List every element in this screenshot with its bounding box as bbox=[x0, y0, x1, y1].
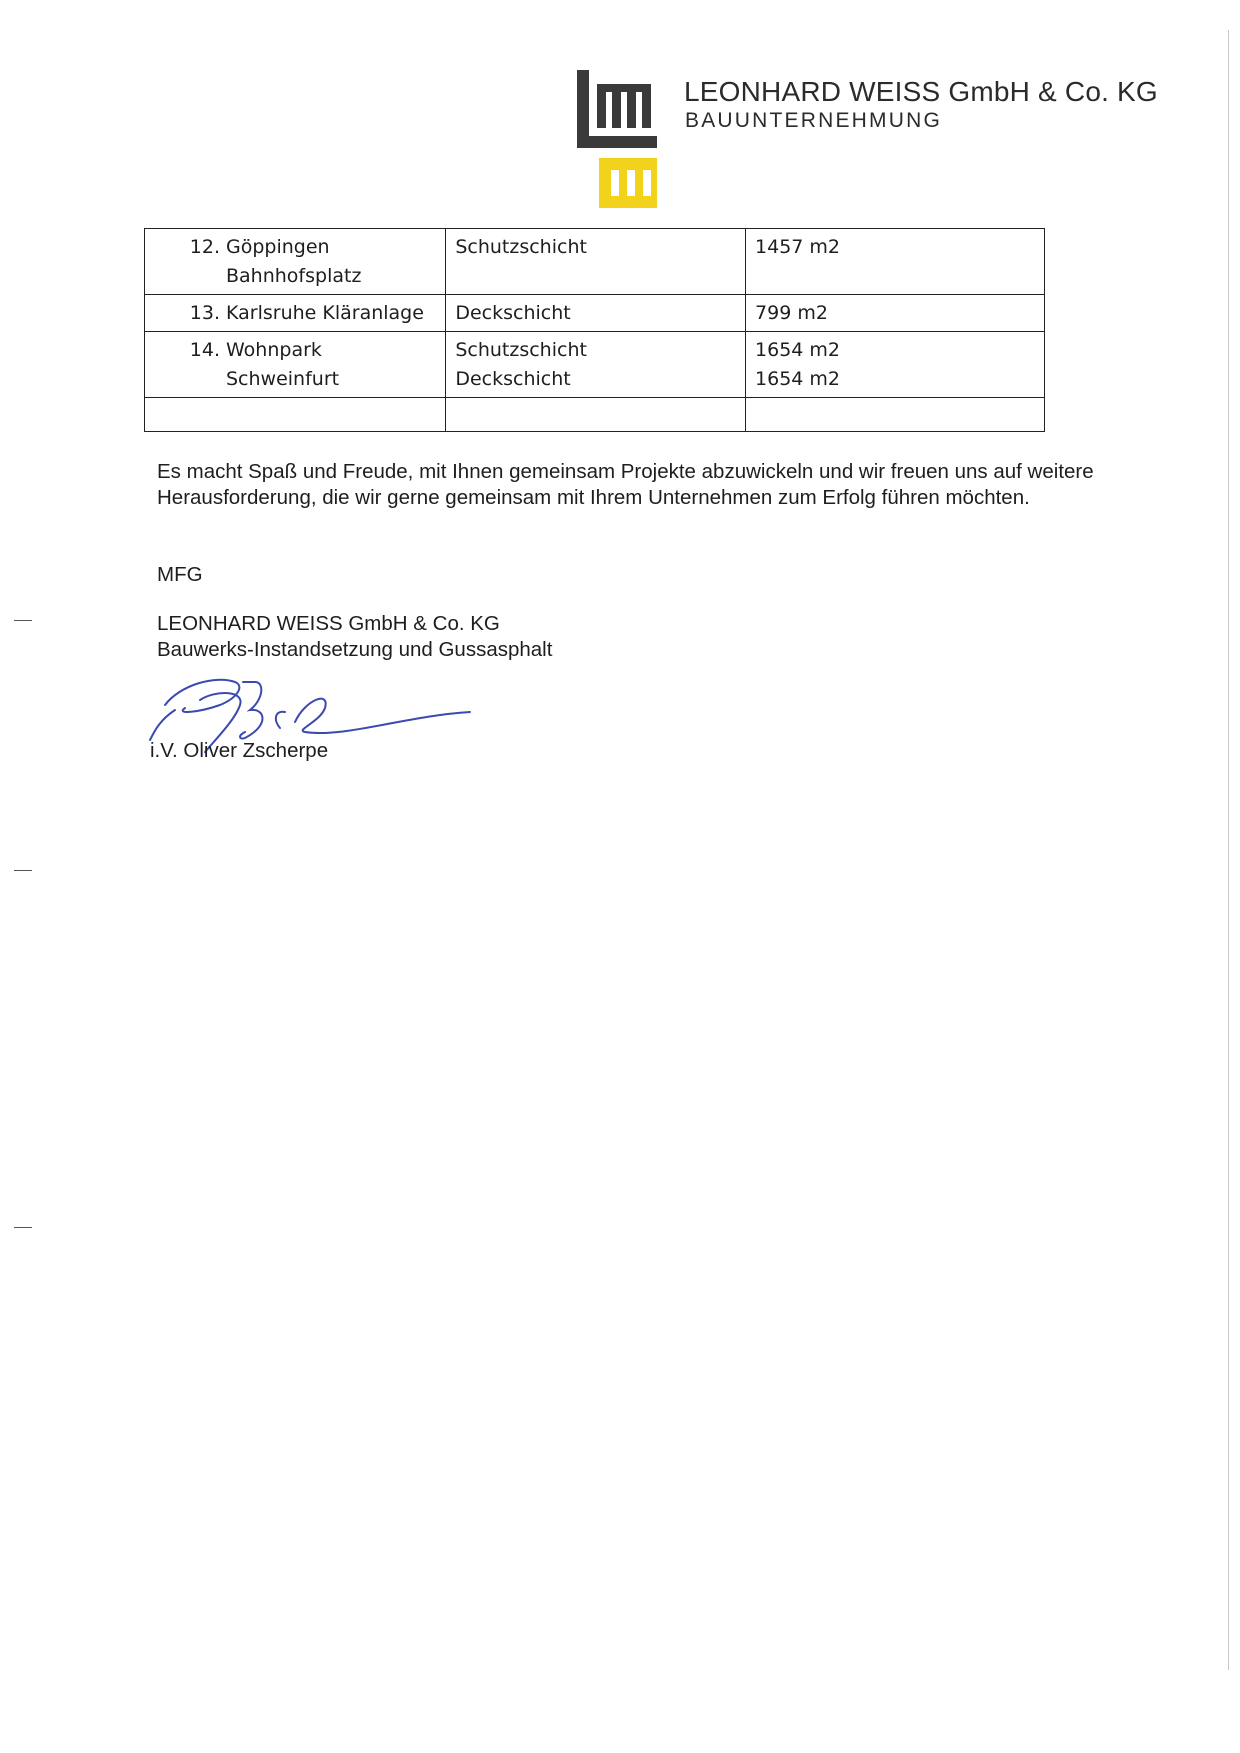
table-row bbox=[145, 229, 1045, 295]
fold-mark bbox=[14, 1227, 32, 1228]
fold-mark bbox=[14, 870, 32, 871]
area-cell bbox=[746, 332, 1045, 398]
area-value: 1654 m2 bbox=[755, 339, 841, 361]
table-row-empty bbox=[145, 398, 1045, 432]
signature-department: Bauwerks-Instandsetzung und Gussasphalt bbox=[157, 638, 553, 661]
area-value: 799 m2 bbox=[755, 302, 828, 324]
layer-name-2: Deckschicht bbox=[455, 368, 571, 390]
closing-paragraph: Es macht Spaß und Freude, mit Ihnen gemeinsam Projekte abzuwickeln und wir freuen uns auf weitere Herausforderung, die wir gerne gemeinsam mit Ihrem Unternehmen zum Erfolg führen möchten. bbox=[157, 460, 1094, 509]
table-row bbox=[145, 295, 1045, 332]
area-cell bbox=[746, 229, 1045, 295]
row-number: 12. bbox=[189, 236, 220, 258]
row-number: 14. bbox=[189, 339, 220, 361]
project-name: Wohnpark bbox=[226, 339, 322, 361]
area-value: 1457 m2 bbox=[755, 236, 841, 258]
greeting: MFG bbox=[157, 563, 203, 586]
projects-table bbox=[144, 228, 1045, 432]
company-logo-icon bbox=[577, 70, 657, 210]
layer-name: Schutzschicht bbox=[455, 339, 587, 361]
scan-edge bbox=[1228, 30, 1229, 1670]
layer-name: Schutzschicht bbox=[455, 236, 587, 258]
project-name-line2: Bahnhofsplatz bbox=[226, 265, 362, 287]
signature-name: i.V. Oliver Zscherpe bbox=[150, 739, 329, 762]
area-value-2: 1654 m2 bbox=[755, 368, 841, 390]
project-cell bbox=[145, 229, 446, 295]
punch-mark bbox=[14, 620, 32, 621]
area-cell bbox=[746, 295, 1045, 332]
table-row bbox=[145, 332, 1045, 398]
project-cell bbox=[145, 295, 446, 332]
layer-cell bbox=[446, 332, 746, 398]
project-cell bbox=[145, 332, 446, 398]
project-name-line2: Schweinfurt bbox=[226, 368, 340, 390]
company-subtitle: BAUUNTERNEHMUNG bbox=[685, 109, 943, 132]
layer-name: Deckschicht bbox=[455, 302, 571, 324]
signature-company: LEONHARD WEISS GmbH & Co. KG bbox=[157, 612, 500, 635]
row-number: 13. bbox=[189, 302, 220, 324]
project-name: Göppingen bbox=[226, 236, 330, 258]
layer-cell bbox=[446, 229, 746, 295]
project-name: Karlsruhe Kläranlage bbox=[226, 302, 424, 324]
layer-cell bbox=[446, 295, 746, 332]
company-name: LEONHARD WEISS GmbH & Co. KG bbox=[684, 76, 1158, 107]
